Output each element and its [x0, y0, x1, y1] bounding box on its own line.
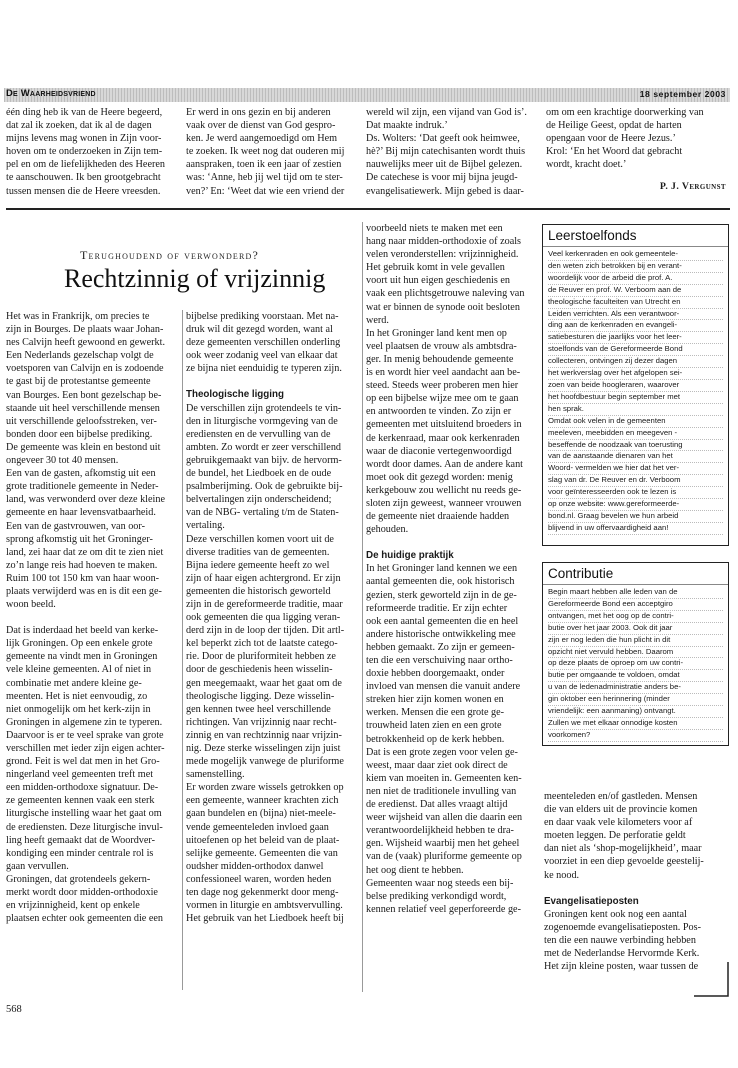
text-line: wordt door dames. Aan de andere kant: [366, 458, 524, 470]
text-line: gemeenten met uitsluitend broeders in: [366, 419, 522, 431]
text-line: aanspraken, toen ik een jaar of zestien: [186, 159, 342, 171]
text-line: ze bijna niet eenduidig te typeren zijn.: [186, 363, 342, 375]
text-line: zo’n lange reis had hoeven te maken.: [6, 559, 158, 571]
text-line: uit verschillende geloofsstreken, ver-: [6, 415, 157, 427]
text-line: ambten. Zo wordt er zeer verschillend: [186, 441, 342, 453]
text-line: nen niet de traditionele invulling van: [366, 785, 517, 797]
text-line: mijns levens mag wonen in Zijn voor-: [6, 133, 162, 145]
text-line: diverse tradities van de gemeenten.: [186, 546, 330, 558]
text-line: vriendelijk: een aanmaning) ontvangt.: [548, 706, 723, 718]
text-line: vertaling.: [186, 520, 225, 532]
leerstoelfonds-title: Leerstoelfonds: [543, 225, 728, 247]
leerstoelfonds-box: [542, 224, 729, 546]
text-line: om om een krachtige doorwerking van: [546, 107, 704, 118]
text-line: Omdat ook velen in de gemeenten: [548, 416, 723, 428]
text-line: Dat is inderdaad het beeld van kerke-: [6, 625, 159, 637]
text-line: de erediensten. Deze liturgische invul-: [6, 821, 163, 833]
text-line: Groningen in algemene zin te typeren.: [6, 716, 163, 728]
text-line: niet onmogelijk om het kerk-zijn in: [6, 703, 151, 715]
text-line: gemeenten die historisch geworteld: [186, 585, 331, 597]
text-line: het werkverslag over het afgelopen sei-: [548, 368, 723, 380]
section-subheading: De huidige praktijk: [366, 550, 454, 562]
text-line: Een van de gasten, afkomstig uit een: [6, 468, 156, 480]
text-line: liturgische instelling waar het gaat om: [6, 808, 162, 820]
text-line: en antwoorden te vinden. Zo zijn er: [366, 406, 512, 418]
text-line: Het gebruik van het Liedboek heeft bij: [186, 913, 344, 925]
text-line: kel beperkt zich tot de laatste catego-: [186, 638, 338, 650]
article-column-2: [186, 310, 362, 925]
text-line: De catechese is voor mij bijna jeugd-: [366, 172, 518, 184]
text-line: van de aanstaande dienaren van het: [548, 451, 723, 463]
text-line: In het Groninger land kent men op: [366, 327, 507, 339]
column-rule-1: [182, 310, 183, 990]
text-line: theologische ligging. Deze wisselin-: [186, 690, 335, 702]
text-line: te zoeken. Ik weet nog dat ouderen mij: [186, 146, 345, 158]
text-line: stoelfonds van de Gereformeerde Bond: [548, 344, 723, 356]
text-line: moet ook dit gezegd worden: menig: [366, 471, 513, 483]
text-line: Een Nederlands gezelschap volgt de: [6, 350, 154, 362]
text-line: gin oktober een herinnering (minder: [548, 694, 723, 706]
text-line: Ds. Wolters: ‘Dat geeft ook heimwee,: [366, 133, 520, 145]
text-line: gezien, sterk geworteld zijn in de ge-: [366, 589, 517, 601]
text-line: kondiging een minder centrale rol is: [6, 847, 154, 859]
text-line: Deze verschillen komen voort uit de: [186, 533, 334, 545]
text-line: ook gemeenten die qua ligging veran-: [186, 612, 341, 624]
text-line: te gast bij de protestantse gemeente: [6, 376, 151, 388]
text-line: de Heilige Geest, opdat de harten: [546, 120, 682, 132]
text-line: weer wijsheid van allen die daarin een: [366, 812, 523, 824]
text-line: gen kennen twee heel verschillende: [186, 703, 331, 715]
text-line: zoen van beide hoogleraren, waarover: [548, 380, 723, 392]
text-line: Veel kerkenraden en ook gemeentele-: [548, 249, 723, 261]
text-line: een gemeente, wanneer krachten zich: [186, 795, 339, 807]
issue-date: 18 september 2003: [639, 89, 726, 99]
text-line: Een van de gastvrouwen, van oor-: [6, 520, 145, 532]
text-line: Daarvoor is er te veel sprake van grote: [6, 729, 164, 741]
text-line: psalmberijming. Ook de gebruikte bij-: [186, 481, 343, 493]
text-line: oudsher midden-orthodox danwel: [186, 860, 324, 872]
text-line: Begin maart hebben alle leden van de: [548, 587, 723, 599]
text-line: theologische faculteiten van Utrecht en: [548, 297, 723, 309]
text-line: moeten leggen. De perforatie geldt: [544, 830, 686, 842]
text-line: reformeerde traditie. Er zijn echter: [366, 602, 508, 614]
text-line: mede mogelijk vanwege de pluriforme: [186, 756, 344, 768]
text-line: voorziet in een diep gevoelde geestelij-: [544, 856, 704, 868]
text-line: samenstelling.: [186, 769, 245, 781]
text-line: hen sprak.: [548, 404, 723, 416]
text-line: Het zijn kleine posten, waar tussen de: [544, 961, 699, 973]
text-line: ke nood.: [544, 869, 580, 881]
text-line: bond.nl. Graag bevelen we hun arbeid: [548, 511, 723, 523]
text-line: van de (vaak) pluriforme gemeente op: [366, 851, 522, 863]
text-line: veel plaatsen de vrouw als ambtsdra-: [366, 340, 517, 352]
text-line: hoven om te onderzoeken in Zijn tem-: [6, 146, 163, 158]
leerstoelfonds-body: [543, 247, 728, 537]
header-band: [4, 88, 730, 102]
text-line: derd zijn in de loop der tijden. Dit artl-: [186, 625, 345, 637]
text-line: die van elders uit de provincie komen: [544, 804, 698, 816]
text-line: den in liturgische vormgeving van de: [186, 415, 338, 427]
text-line: voor geïnteresseerden ook te lezen is: [548, 487, 723, 499]
text-line: zijn in de gereformeerde traditie, maar: [186, 598, 343, 610]
section-subheading: Theologische ligging: [186, 389, 284, 401]
text-line: De gemeente was klein en bestond uit: [6, 441, 161, 453]
text-line: vele kleine gemeenten. Al of niet in: [6, 664, 152, 676]
text-line: voetsporen van Calvijn en is zodoende: [6, 363, 164, 375]
text-line: een midden-orthodoxe signatuur. De-: [6, 782, 159, 794]
text-line: Er worden zware wissels getrokken op: [186, 782, 344, 794]
text-line: land, zei haar dat ze om dit te zien niet: [6, 546, 164, 558]
text-line: lijk Groningen. Op een enkele grote: [6, 638, 153, 650]
paragraph-gap: [366, 536, 538, 549]
text-line: evangelisatiewerk. Mijn gebed is daar-: [366, 185, 524, 197]
paragraph-gap: [544, 882, 730, 895]
text-line: Dat is een grote zegen voor velen ge-: [366, 746, 518, 758]
text-line: zijn of haar eigen achtergrond. Er zijn: [186, 572, 341, 584]
text-line: sprong afkomstig uit het Groninger-: [6, 533, 153, 545]
text-line: de gemeente niet draaiende hadden: [366, 511, 510, 523]
text-line: u van de ledenadministratie anders be-: [548, 682, 723, 694]
text-line: ongeveer 30 tot 40 mensen.: [6, 455, 119, 467]
text-line: confessioneel waren, worden heden: [186, 873, 332, 885]
text-line: ook een aantal gemeenten die en heel: [366, 615, 519, 627]
text-line: Er werd in ons gezin en bij anderen: [186, 107, 331, 118]
text-line: pel en om de liefelijkheden des Heeren: [6, 159, 165, 171]
text-line: nauwelijks meer uit de Bijbel gelezen.: [366, 159, 523, 171]
text-line: ger. In menig behoudende gemeente: [366, 353, 514, 365]
text-line: het hoofdbestuur begin september met: [548, 392, 723, 404]
text-line: steed. Steeds weer proberen men hier: [366, 380, 519, 392]
text-line: grond. Feit is wel dat men in het Gro-: [6, 756, 160, 768]
text-line: uitoefenen op het beleid van de plaat-: [186, 834, 340, 846]
text-line: invloed van mensen die vanuit andere: [366, 681, 521, 693]
text-line: dan niet als ‘shop-mogelijkheid’, maar: [544, 843, 702, 855]
text-line: streken hier zijn komen wonen en: [366, 694, 504, 706]
text-line: hebben gemaakt. Zo zijn er gemeen-: [366, 641, 515, 653]
text-line: betrokkenheid op de kerk hebben.: [366, 733, 505, 745]
text-line: de Reuver en prof. W. Verboom aan de: [548, 285, 723, 297]
paragraph-gap: [6, 611, 182, 624]
text-line: ling heeft gemaakt dat de Woordver-: [6, 834, 155, 846]
text-line: gaan bundelen en (bijna) niet-meele-: [186, 808, 336, 820]
author-signature: P. J. Vergunst: [659, 181, 726, 192]
text-line: den weten zich betrokken bij en verant-: [548, 261, 723, 273]
crop-mark-icon: [690, 960, 730, 1000]
text-line: gen. Wijsheid waarbij men het geheel: [366, 838, 520, 850]
text-line: erediensten en de vervulling van de: [186, 428, 331, 440]
text-line: zogenoemde evangelisatieposten. Pos-: [544, 921, 702, 933]
text-line: is en wordt hier veel aandacht aan be-: [366, 367, 521, 379]
text-line: de kerkenraad, maar ook kerkenraden: [366, 432, 520, 444]
text-line: vaak over de dienst van God gespro-: [186, 120, 336, 132]
text-line: kiem van moeiten in. Gemeenten ken-: [366, 772, 522, 784]
text-line: selijke gemeente. Gemeenten die van: [186, 847, 338, 859]
article-column-4: [544, 790, 730, 973]
top-article-column-1: [6, 106, 178, 198]
text-line: zinnig en van rechtzinnig naar vrijzin-: [186, 729, 342, 741]
text-line: waar de diaconie vertegenwoordigd: [366, 445, 512, 457]
text-line: één ding heb ik van de Heere begeerd,: [6, 107, 163, 118]
text-line: richtingen. Van vrijzinnig naar recht-: [186, 716, 337, 728]
text-line: slag van dr. De Reuver en dr. Verboom: [548, 475, 723, 487]
text-line: combinatie met andere kleine ge-: [6, 677, 142, 689]
section-subheading: Evangelisatieposten: [544, 895, 639, 907]
text-line: gehouden.: [366, 524, 409, 536]
text-line: de eredienst. Dat alles vraagt altijd: [366, 799, 508, 811]
text-line: dat zal ik zoeken, dat ik al de dagen: [6, 120, 152, 132]
text-line: blijvend in uw offervaardigheid aan!: [548, 523, 723, 535]
text-line: was: ‘Anne, heb jij wel tijd om te ster-: [186, 172, 343, 184]
text-line: opengaan voor de Heere Jezus.’: [546, 133, 676, 145]
text-line: butie over het jaar 2003. Ook dit jaar: [548, 623, 723, 635]
column-rule-2: [362, 222, 363, 992]
text-line: sloten zijn geweest, wanneer vrouwen: [366, 497, 522, 509]
text-line: verschillen met ieder zijn eigen achter-: [6, 743, 165, 754]
text-line: en vrijzinnigheid, kent op enkele: [6, 900, 140, 912]
text-line: satiebesturen die jaarlijks voor het leer-: [548, 332, 723, 344]
text-line: trouwheid laten zien en een grote: [366, 720, 502, 732]
text-line: bonden door een bijbelse prediking.: [6, 428, 153, 440]
text-line: vende gemeenteleden invloed gaan: [186, 821, 329, 833]
text-line: nes Calvijn heeft gewoond en gewerkt.: [6, 337, 165, 349]
text-line: Gereformeerde Bond een acceptgiro: [548, 599, 723, 611]
text-line: voorbeeld niets te maken met een: [366, 223, 503, 234]
text-line: hang naar midden-orthodoxie of zoals: [366, 236, 522, 248]
text-line: wordt, kracht doet.’: [546, 159, 627, 171]
text-line: grote traditionele gemeente in Neder-: [6, 481, 159, 493]
text-line: belvertalingen zijn onderscheidend;: [186, 494, 332, 506]
text-line: staande uit heel verschillende mensen: [6, 402, 160, 414]
text-line: druk wil dit gezegd worden, want al: [186, 324, 333, 336]
text-line: op een bijbelse wijze mee om te gaan: [366, 393, 519, 405]
text-line: ken. Je werd aangemoedigd om Hem: [186, 133, 338, 145]
text-line: meeleven, meebidden en meegeven -: [548, 428, 723, 440]
text-line: woon beeld.: [6, 599, 56, 611]
text-line: meenten. Het is niet eenvoudig, zo: [6, 690, 148, 702]
text-line: door de geschiedenis heen wisselin-: [186, 664, 333, 676]
text-line: zijn in Bourges. De plaats waar Johan-: [6, 324, 164, 336]
text-line: vaak een plichtsgetrouwe naleving van: [366, 288, 525, 300]
text-line: De verschillen zijn grotendeels te vin-: [186, 402, 342, 414]
text-line: plaatsen echter ook gemeenten die een: [6, 913, 163, 925]
text-line: aantal gemeenten die, ook historisch: [366, 576, 515, 588]
contributie-box: [542, 562, 729, 746]
text-line: verantwoordelijkheid hebben te dra-: [366, 825, 514, 837]
section-divider: [6, 208, 730, 210]
text-line: ningerland veel gemeenten treft met: [6, 769, 154, 781]
text-line: Leiden verrichten. Als een verantwoor-: [548, 309, 723, 321]
text-line: Woord- vermelden we hier dat het ver-: [548, 463, 723, 475]
text-line: kennen relatief veel geperforeerde ge-: [366, 903, 521, 915]
text-line: butie per omgaande te voldoen, omdat: [548, 670, 723, 682]
text-line: Groningen kent ook nog een aantal: [544, 908, 687, 920]
text-line: meenteleden en/of gastleden. Mensen: [544, 791, 698, 802]
text-line: het oog dient te hebben.: [366, 864, 464, 876]
text-line: Zullen we met elkaar onnodige kosten: [548, 718, 723, 730]
text-line: vormen in liturgie en ambtsvervulling.: [186, 900, 343, 912]
text-line: Dat maakte indruk.’: [366, 120, 448, 132]
text-line: gebruikgemaakt van bijv. de hervorm-: [186, 454, 342, 466]
text-line: andere historische ontwikkeling mee: [366, 628, 516, 640]
contributie-body: [543, 585, 728, 744]
top-article-column-2: [186, 106, 362, 198]
text-line: Het was in Frankrijk, om precies te: [6, 311, 150, 322]
text-line: ze gemeenten kennen vaak een sterk: [6, 795, 155, 807]
text-line: ten die een verschuiving naar ortho-: [366, 655, 513, 666]
text-line: woordelijk voor de arbeid die prof. A.: [548, 273, 723, 285]
text-line: beseffende de noodzaak van toerusting: [548, 440, 723, 452]
text-line: Krol: ‘En het Woord dat gebracht: [546, 146, 683, 158]
text-line: deze gemeenten verschillen onderling: [186, 337, 341, 349]
text-line: doxie hebben doorgemaakt, onder: [366, 668, 505, 680]
text-line: weest, maar daar ziet ook direct de: [366, 759, 508, 771]
text-line: collecteren, ontvingen zij dezer dagen: [548, 356, 723, 368]
text-line: kerkgebouw zou wellicht nu reeds ge-: [366, 484, 522, 496]
paragraph-gap: [186, 375, 362, 388]
text-line: van Bourges. Een bont gezelschap be-: [6, 389, 162, 401]
text-line: ding aan de kerkenraden en evangeli-: [548, 320, 723, 332]
text-line: opzicht niet vervuld hebben. Daarom: [548, 647, 723, 659]
text-line: gen meegemaakt, waar het gaat om de: [186, 677, 342, 689]
text-line: voort uit hun eigen geschiedenis en: [366, 275, 511, 287]
text-line: zijn er nog leden die hun plicht in dit: [548, 635, 723, 647]
text-line: nig. Deze sterke wisselingen zijn juist: [186, 743, 341, 754]
article-column-3: [366, 222, 538, 916]
contributie-title: Contributie: [543, 563, 728, 585]
text-line: ten die een nauwe verbinding hebben: [544, 934, 696, 946]
text-line: ten dage nog gekenmerkt door meng-: [186, 887, 339, 899]
text-line: op onze website: www.gereformeerde-: [548, 499, 723, 511]
text-line: Gemeenten waar nog steeds een bij-: [366, 877, 514, 889]
text-line: Groningen, dat grotendeels gekern-: [6, 873, 151, 885]
text-line: rie. Door de pluriformiteit hebben ze: [186, 651, 336, 663]
text-line: ven?’ En: ‘Weet dat wie een vriend der: [186, 185, 345, 197]
text-line: In het Groninger land kennen we een: [366, 563, 518, 575]
text-line: voorkomen?: [548, 730, 723, 742]
article-kicker: Terughoudend of verwonderd?: [80, 248, 260, 262]
text-line: hè?’ Bij mijn catechisanten wordt thuis: [366, 146, 526, 158]
text-line: wat er binnen de synode ooit besloten: [366, 301, 520, 313]
article-title: Rechtzinnig of vrijzinnig: [64, 264, 326, 293]
text-line: Het gebruik komt in vele gevallen: [366, 262, 505, 274]
text-line: gemeente na vindt men in Groningen: [6, 651, 158, 663]
text-line: te aanschouwen. Ik ben grootgebracht: [6, 172, 161, 184]
publication-name: De Waarheidsvriend: [6, 88, 96, 99]
text-line: bijbelse prediking voorstaan. Met na-: [186, 311, 339, 322]
text-line: werd.: [366, 314, 389, 326]
text-line: velen veronderstellen: vrijzinnigheid.: [366, 249, 519, 261]
text-line: merkt wordt door midden-orthodoxie: [6, 887, 158, 899]
text-line: ook weer zodanig veel van elkaar dat: [186, 350, 338, 362]
text-line: werken. Mensen die een grote ge-: [366, 707, 505, 719]
page-number: 568: [6, 1004, 22, 1015]
text-line: gemeente en haar levensvatbaarheid.: [6, 507, 156, 519]
text-line: Ruim 100 tot 150 km van haar woon-: [6, 572, 160, 584]
article-column-1: [6, 310, 182, 925]
text-line: tussen mensen die de Heere vreesden.: [6, 185, 161, 197]
text-line: Bijna iedere gemeente heeft zo wel: [186, 559, 330, 571]
top-article-column-3: [366, 106, 542, 198]
text-line: plaats verwijderd was en is dit een ge-: [6, 585, 162, 597]
text-line: wereld wil zijn, een vijand van God is’.: [366, 107, 527, 118]
text-line: met de Nederlandse Hervormde Kerk.: [544, 948, 700, 960]
top-article-column-4: [546, 106, 730, 171]
text-line: land, was verwonderd over deze kleine: [6, 494, 165, 506]
text-line: de bundel, het Liedboek en de oude: [186, 468, 332, 480]
text-line: en daar vaak vele kilometers voor af: [544, 817, 693, 829]
text-line: op deze plaats de oproep om uw contri-: [548, 658, 723, 670]
text-line: gaan vervullen.: [6, 860, 69, 872]
text-line: van de NBG- vertaling t/m de Staten-: [186, 507, 339, 519]
text-line: belse prediking verkondigd wordt,: [366, 890, 507, 902]
text-line: ontvangen, met het oog op de contri-: [548, 611, 723, 623]
